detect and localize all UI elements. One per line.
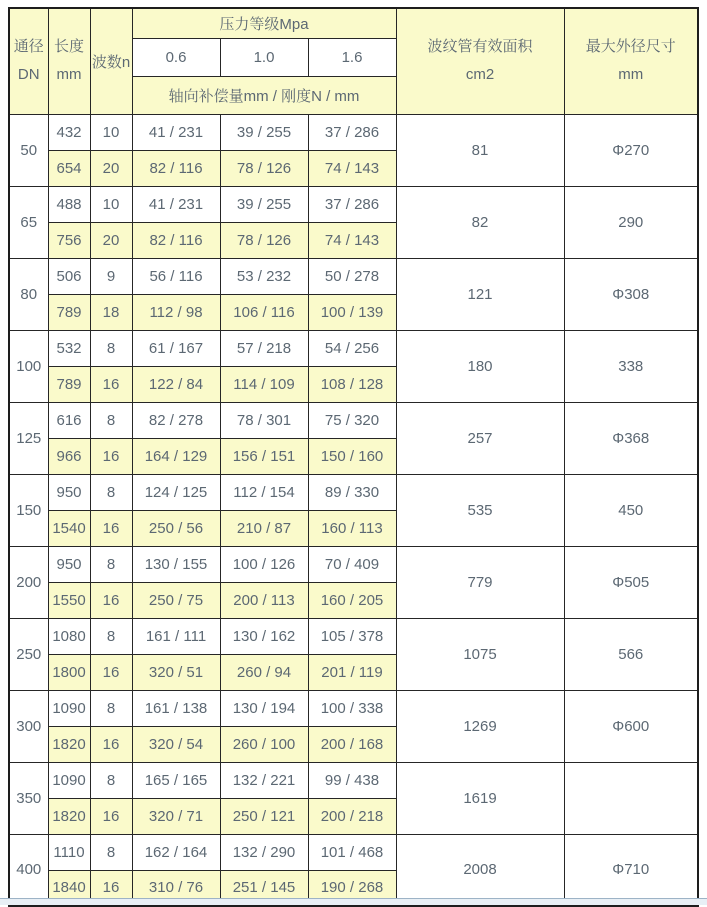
table-row — [9, 762, 698, 798]
length-cell: 789 — [48, 294, 90, 330]
length-cell: 950 — [48, 474, 90, 510]
comp-10-cell: 78 / 301 — [220, 402, 308, 438]
comp-06-cell: 61 / 167 — [132, 330, 220, 366]
comp-10-cell: 39 / 255 — [220, 186, 308, 222]
comp-06-cell: 122 / 84 — [132, 366, 220, 402]
table-row — [9, 330, 698, 366]
length-cell: 1090 — [48, 762, 90, 798]
dn-cell: 50 — [9, 114, 48, 186]
length-cell: 616 — [48, 402, 90, 438]
area-cell: 82 — [396, 186, 564, 258]
waves-cell: 16 — [90, 438, 132, 474]
length-cell: 654 — [48, 150, 90, 186]
dn-cell: 125 — [9, 402, 48, 474]
diameter-cell: Φ600 — [564, 690, 698, 762]
diameter-cell: Φ505 — [564, 546, 698, 618]
comp-10-cell: 132 / 221 — [220, 762, 308, 798]
comp-16-cell: 37 / 286 — [308, 186, 396, 222]
length-cell: 966 — [48, 438, 90, 474]
comp-16-cell: 150 / 160 — [308, 438, 396, 474]
area-cell: 121 — [396, 258, 564, 330]
comp-10-cell: 250 / 121 — [220, 798, 308, 834]
comp-10-cell: 260 / 100 — [220, 726, 308, 762]
waves-cell: 10 — [90, 186, 132, 222]
dn-cell: 80 — [9, 258, 48, 330]
header-diameter-line1: 最大外径尺寸 — [585, 37, 676, 55]
comp-10-cell: 100 / 126 — [220, 546, 308, 582]
waves-cell: 8 — [90, 330, 132, 366]
waves-cell: 16 — [90, 726, 132, 762]
header-length-line2: mm — [56, 66, 82, 84]
waves-cell: 16 — [90, 798, 132, 834]
diameter-cell: Φ368 — [564, 402, 698, 474]
waves-cell: 10 — [90, 114, 132, 150]
comp-06-cell: 250 / 75 — [132, 582, 220, 618]
comp-10-cell: 114 / 109 — [220, 366, 308, 402]
area-cell: 1269 — [396, 690, 564, 762]
dn-cell: 350 — [9, 762, 48, 834]
comp-06-cell: 162 / 164 — [132, 834, 220, 870]
waves-cell: 8 — [90, 402, 132, 438]
comp-16-cell: 54 / 256 — [308, 330, 396, 366]
length-cell: 1090 — [48, 690, 90, 726]
header-pressure-16: 1.6 — [308, 38, 396, 76]
length-cell: 950 — [48, 546, 90, 582]
dn-cell: 250 — [9, 618, 48, 690]
comp-16-cell: 108 / 128 — [308, 366, 396, 402]
comp-06-cell: 165 / 165 — [132, 762, 220, 798]
comp-16-cell: 160 / 205 — [308, 582, 396, 618]
comp-10-cell: 132 / 290 — [220, 834, 308, 870]
area-cell: 1075 — [396, 618, 564, 690]
header-pressure-group: 压力等级Mpa — [132, 8, 396, 38]
waves-cell: 8 — [90, 834, 132, 870]
comp-06-cell: 250 / 56 — [132, 510, 220, 546]
table-row — [9, 258, 698, 294]
waves-cell: 16 — [90, 582, 132, 618]
length-cell: 1820 — [48, 726, 90, 762]
waves-cell: 20 — [90, 150, 132, 186]
waves-cell: 16 — [90, 654, 132, 690]
header-dn — [9, 8, 48, 114]
comp-06-cell: 161 / 111 — [132, 618, 220, 654]
comp-16-cell: 100 / 338 — [308, 690, 396, 726]
diameter-cell: 290 — [564, 186, 698, 258]
comp-16-cell: 200 / 218 — [308, 798, 396, 834]
comp-06-cell: 320 / 71 — [132, 798, 220, 834]
comp-16-cell: 74 / 143 — [308, 222, 396, 258]
length-cell: 488 — [48, 186, 90, 222]
waves-cell: 8 — [90, 546, 132, 582]
area-cell: 779 — [396, 546, 564, 618]
table-row — [9, 618, 698, 654]
header-diameter — [564, 8, 698, 114]
table-row — [9, 186, 698, 222]
header-dn-line2: DN — [17, 66, 40, 84]
comp-10-cell: 130 / 162 — [220, 618, 308, 654]
comp-06-cell: 320 / 54 — [132, 726, 220, 762]
comp-06-cell: 82 / 278 — [132, 402, 220, 438]
comp-16-cell: 100 / 139 — [308, 294, 396, 330]
header-length-line1: 长度 — [53, 37, 84, 55]
diameter-cell: Φ710 — [564, 834, 698, 906]
header-diameter-line2: mm — [618, 66, 644, 84]
comp-16-cell: 105 / 378 — [308, 618, 396, 654]
waves-cell: 8 — [90, 690, 132, 726]
waves-cell: 16 — [90, 510, 132, 546]
dn-cell: 150 — [9, 474, 48, 546]
header-area — [396, 8, 564, 114]
length-cell: 432 — [48, 114, 90, 150]
comp-06-cell: 130 / 155 — [132, 546, 220, 582]
length-cell: 506 — [48, 258, 90, 294]
area-cell: 257 — [396, 402, 564, 474]
comp-06-cell: 161 / 138 — [132, 690, 220, 726]
diameter-cell — [564, 762, 698, 834]
header-compensation: 轴向补偿量mm / 刚度N / mm — [132, 76, 396, 114]
dn-cell: 100 — [9, 330, 48, 402]
comp-06-cell: 124 / 125 — [132, 474, 220, 510]
comp-10-cell: 39 / 255 — [220, 114, 308, 150]
header-pressure-10: 1.0 — [220, 38, 308, 76]
waves-cell: 9 — [90, 258, 132, 294]
waves-cell: 18 — [90, 294, 132, 330]
area-cell: 180 — [396, 330, 564, 402]
header-dn-line1: 通径 — [13, 37, 44, 55]
comp-06-cell: 310 / 76 — [132, 870, 220, 906]
comp-16-cell: 50 / 278 — [308, 258, 396, 294]
comp-06-cell: 164 / 129 — [132, 438, 220, 474]
comp-16-cell: 201 / 119 — [308, 654, 396, 690]
area-cell: 81 — [396, 114, 564, 186]
table-body — [9, 114, 698, 906]
length-cell: 532 — [48, 330, 90, 366]
comp-16-cell: 89 / 330 — [308, 474, 396, 510]
length-cell: 756 — [48, 222, 90, 258]
comp-16-cell: 70 / 409 — [308, 546, 396, 582]
waves-cell: 16 — [90, 366, 132, 402]
spec-table — [8, 7, 699, 907]
diameter-cell: 338 — [564, 330, 698, 402]
length-cell: 1840 — [48, 870, 90, 906]
comp-10-cell: 78 / 126 — [220, 222, 308, 258]
comp-16-cell: 99 / 438 — [308, 762, 396, 798]
length-cell: 1540 — [48, 510, 90, 546]
comp-16-cell: 101 / 468 — [308, 834, 396, 870]
length-cell: 1820 — [48, 798, 90, 834]
comp-16-cell: 200 / 168 — [308, 726, 396, 762]
comp-10-cell: 210 / 87 — [220, 510, 308, 546]
header-waves: 波数n — [90, 8, 132, 114]
header-area-line2: cm2 — [465, 66, 495, 84]
comp-10-cell: 260 / 94 — [220, 654, 308, 690]
waves-cell: 8 — [90, 762, 132, 798]
comp-10-cell: 78 / 126 — [220, 150, 308, 186]
diameter-cell: Φ270 — [564, 114, 698, 186]
table-row — [9, 834, 698, 870]
dn-cell: 200 — [9, 546, 48, 618]
comp-16-cell: 74 / 143 — [308, 150, 396, 186]
header-length — [48, 8, 90, 114]
comp-10-cell: 200 / 113 — [220, 582, 308, 618]
dn-cell: 65 — [9, 186, 48, 258]
comp-10-cell: 112 / 154 — [220, 474, 308, 510]
horizontal-scrollbar[interactable] — [0, 898, 707, 905]
diameter-cell: 450 — [564, 474, 698, 546]
length-cell: 1080 — [48, 618, 90, 654]
header-area-line1: 波纹管有效面积 — [427, 37, 533, 55]
length-cell: 789 — [48, 366, 90, 402]
area-cell: 1619 — [396, 762, 564, 834]
waves-cell: 20 — [90, 222, 132, 258]
dn-cell: 400 — [9, 834, 48, 906]
waves-cell: 8 — [90, 474, 132, 510]
length-cell: 1110 — [48, 834, 90, 870]
comp-06-cell: 320 / 51 — [132, 654, 220, 690]
area-cell: 2008 — [396, 834, 564, 906]
comp-16-cell: 160 / 113 — [308, 510, 396, 546]
area-cell: 535 — [396, 474, 564, 546]
diameter-cell: Φ308 — [564, 258, 698, 330]
length-cell: 1800 — [48, 654, 90, 690]
table-row — [9, 690, 698, 726]
table-row — [9, 546, 698, 582]
header-pressure-06: 0.6 — [132, 38, 220, 76]
comp-06-cell: 82 / 116 — [132, 150, 220, 186]
comp-10-cell: 251 / 145 — [220, 870, 308, 906]
comp-10-cell: 57 / 218 — [220, 330, 308, 366]
comp-10-cell: 106 / 116 — [220, 294, 308, 330]
table-row — [9, 402, 698, 438]
comp-10-cell: 130 / 194 — [220, 690, 308, 726]
comp-06-cell: 82 / 116 — [132, 222, 220, 258]
comp-16-cell: 190 / 268 — [308, 870, 396, 906]
comp-06-cell: 56 / 116 — [132, 258, 220, 294]
dn-cell: 300 — [9, 690, 48, 762]
table-row — [9, 474, 698, 510]
comp-16-cell: 75 / 320 — [308, 402, 396, 438]
comp-10-cell: 156 / 151 — [220, 438, 308, 474]
diameter-cell: 566 — [564, 618, 698, 690]
waves-cell: 16 — [90, 870, 132, 906]
comp-06-cell: 41 / 231 — [132, 114, 220, 150]
table-row — [9, 114, 698, 150]
waves-cell: 8 — [90, 618, 132, 654]
comp-06-cell: 41 / 231 — [132, 186, 220, 222]
comp-10-cell: 53 / 232 — [220, 258, 308, 294]
comp-06-cell: 112 / 98 — [132, 294, 220, 330]
comp-16-cell: 37 / 286 — [308, 114, 396, 150]
length-cell: 1550 — [48, 582, 90, 618]
